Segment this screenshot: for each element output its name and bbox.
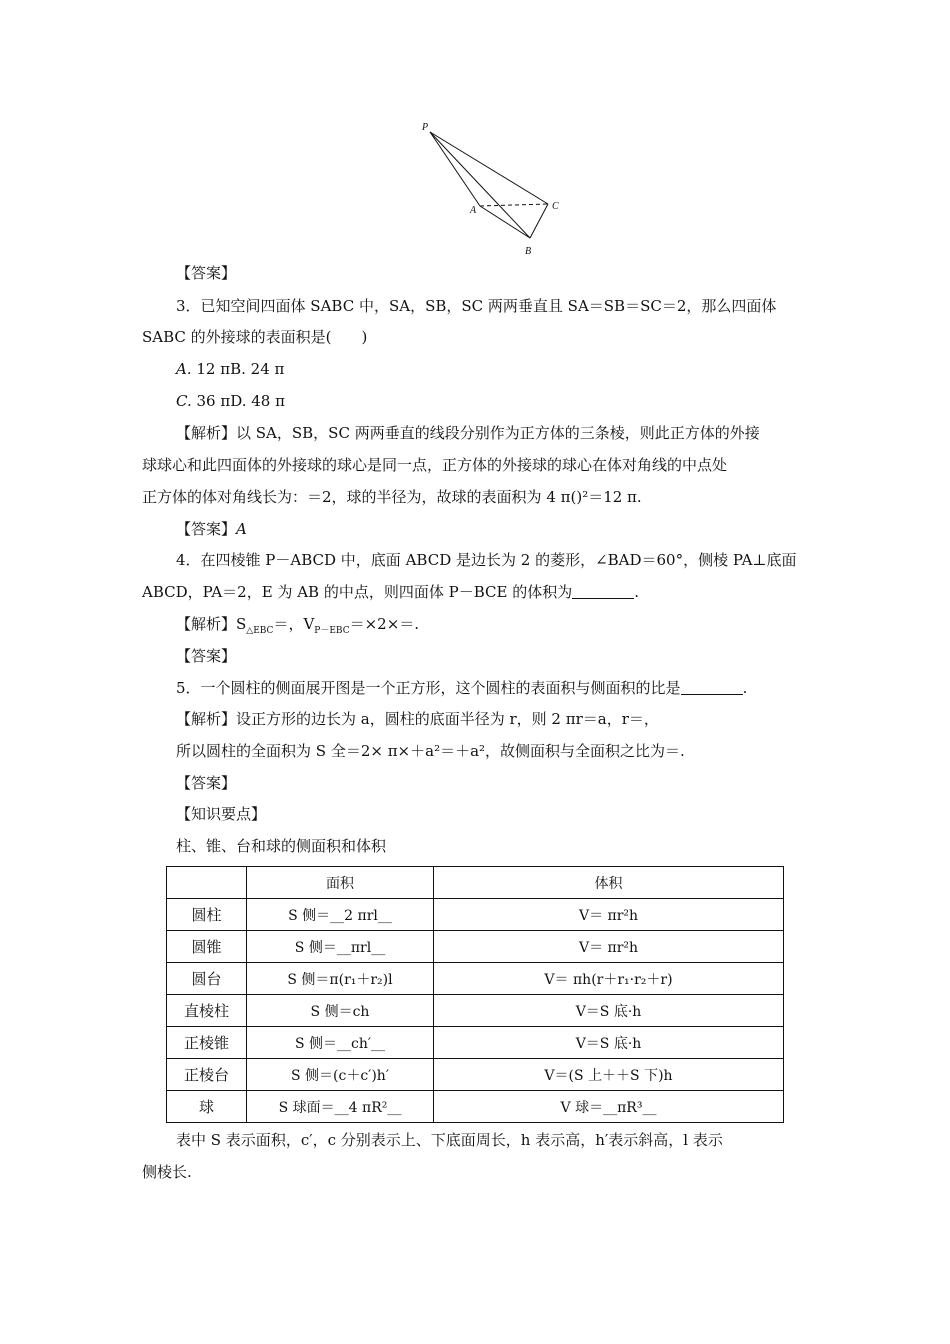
vertex-label-a: A — [470, 205, 477, 216]
table-cell-name: 圆台 — [167, 963, 247, 995]
tetrahedron-figure — [420, 118, 570, 260]
table-cell-volume: V 球＝__πR³__ — [434, 1091, 784, 1123]
edge-cb — [530, 204, 548, 238]
q4-answer-blank — [572, 584, 634, 599]
formula-table — [166, 866, 784, 1123]
q3-option-ab-text: 12 πB. 24 π — [191, 360, 285, 378]
q4-stem-line2-text: ABCD，PA＝2，E 为 AB 的中点，则四面体 P－BCE 的体积为 — [142, 583, 573, 601]
table-row — [167, 1027, 784, 1059]
vertex-label-p: P — [422, 122, 429, 133]
q3-answer — [176, 519, 247, 539]
table-cell-area: S 侧＝π(r₁＋r₂)l — [247, 963, 434, 995]
q5-stem: 5．一个圆柱的侧面展开图是一个正方形，这个圆柱的表面积与侧面积的比是 . — [176, 679, 748, 697]
table-cell-area: S 球面＝__4 πR²__ — [247, 1091, 434, 1123]
vertex-label-b: B — [525, 246, 532, 257]
table-cell-area: S 侧＝__πrl__ — [247, 931, 434, 963]
table-cell-volume: V＝S 底·h — [434, 995, 784, 1027]
table-cell-area: S 侧＝__ch′__ — [247, 1027, 434, 1059]
table-note-line1: 表中 S 表示面积，c′，c 分别表示上、下底面周长，h 表示高，h′表示斜高，l 表示 — [176, 1131, 723, 1149]
table-note-line2: 侧棱长. — [142, 1163, 192, 1181]
table-header-cell: 体积 — [434, 867, 784, 899]
table-cell-area: S 侧＝ch — [247, 995, 434, 1027]
table-cell-volume: V＝ πh(r＋r₁·r₂＋r) — [434, 963, 784, 995]
q3-solution-line1: 【解析】以 SA，SB，SC 两两垂直的线段分别作为正方体的三条棱，则此正方体的外接 — [176, 424, 760, 442]
q5-answer-blank — [681, 680, 743, 695]
table-row — [167, 995, 784, 1027]
q3-options-cd — [176, 391, 285, 411]
table-cell-volume: V＝ πr²h — [434, 899, 784, 931]
table-cell-area: S 侧＝__2 πrl__ — [247, 899, 434, 931]
q3-option-a-label: A. — [176, 360, 192, 378]
answer-heading-q2: 【答案】 — [176, 264, 237, 282]
edge-pb — [430, 132, 530, 238]
q3-solution-line3: 正方体的体对角线长为：＝2，球的半径为，故球的表面积为 4 π()²＝12 π. — [142, 488, 642, 506]
q3-option-cd-text: 36 πD. 48 π — [191, 392, 285, 410]
q5-stem-text: 5．一个圆柱的侧面展开图是一个正方形，这个圆柱的表面积与侧面积的比是 — [176, 679, 681, 697]
q4-solution-mid: ＝，V — [273, 615, 315, 633]
table-cell-name: 圆锥 — [167, 931, 247, 963]
q3-options-ab — [176, 359, 284, 379]
q3-solution-line2: 球球心和此四面体的外接球的球心是同一点，正方体的外接球的球心在体对角线的中点处 — [142, 456, 728, 474]
table-cell-name: 正棱台 — [167, 1059, 247, 1091]
table-header-row — [167, 867, 784, 899]
knowledge-heading: 【知识要点】 — [176, 805, 267, 823]
q4-solution-end: ＝×2×＝. — [349, 615, 420, 633]
q3-answer-value: A — [236, 520, 247, 538]
table-cell-name: 正棱锥 — [167, 1027, 247, 1059]
table-row — [167, 899, 784, 931]
tetrahedron-diagram — [420, 118, 570, 260]
table-title: 柱、锥、台和球的侧面积和体积 — [176, 837, 387, 855]
q4-solution-sub1: △EBC — [246, 626, 274, 636]
table-cell-name: 圆柱 — [167, 899, 247, 931]
q3-option-c-label: C. — [176, 392, 192, 410]
edge-pa — [430, 132, 480, 206]
q5-solution-line2: 所以圆柱的全面积为 S 全＝2× π×＋a²＝＋a²，故侧面积与全面积之比为＝. — [176, 742, 685, 760]
table-row — [167, 1091, 784, 1123]
answer-heading-q4: 【答案】 — [176, 647, 237, 665]
table-row — [167, 1059, 784, 1091]
table-cell-area: S 侧＝(c＋c′)h′ — [247, 1059, 434, 1091]
q4-solution-sub2: P－EBC — [314, 626, 350, 636]
edge-pc — [430, 132, 548, 204]
q4-solution-prefix: 【解析】S — [176, 615, 247, 633]
table-header-cell: 面积 — [247, 867, 434, 899]
table-cell-volume: V＝ πr²h — [434, 931, 784, 963]
table-cell-name: 直棱柱 — [167, 995, 247, 1027]
q3-answer-prefix: 【答案】 — [176, 520, 237, 538]
q3-stem-line1: 3．已知空间四面体 SABC 中，SA，SB，SC 两两垂直且 SA＝SB＝SC＝2，那么四面体 — [176, 297, 777, 315]
table-cell-name: 球 — [167, 1091, 247, 1123]
q4-stem-line2: ABCD，PA＝2，E 为 AB 的中点，则四面体 P－BCE 的体积为 . — [142, 583, 639, 601]
table-header-cell — [167, 867, 247, 899]
edge-ac-hidden — [480, 204, 548, 206]
table-row — [167, 931, 784, 963]
q5-solution-line1: 【解析】设正方形的边长为 a，圆柱的底面半径为 r，则 2 πr＝a，r＝， — [176, 710, 659, 728]
q3-stem-line2: SABC 的外接球的表面积是( ) — [142, 328, 368, 346]
table-row — [167, 963, 784, 995]
table-cell-volume: V＝(S 上＋＋S 下)h — [434, 1059, 784, 1091]
table-cell-volume: V＝S 底·h — [434, 1027, 784, 1059]
answer-heading-q5: 【答案】 — [176, 774, 237, 792]
q4-solution — [176, 614, 419, 634]
q4-stem-line1: 4．在四棱锥 P－ABCD 中，底面 ABCD 是边长为 2 的菱形，∠BAD＝60°，侧棱 PA⊥底面 — [176, 551, 797, 569]
vertex-label-c: C — [552, 201, 559, 212]
